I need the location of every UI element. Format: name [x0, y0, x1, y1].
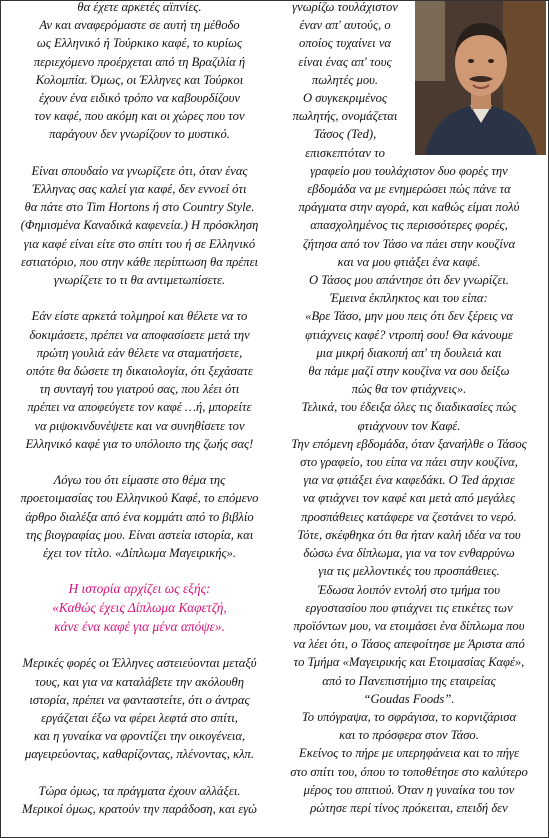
text-line: εστιατόριο, που στην κάθε περίπτωση θα πρέπει — [20, 254, 259, 269]
text-line: το Τμήμα «Μαγειρικής και Ετοιμασίας Καφέ», — [293, 655, 525, 670]
text-line: Η ιστορία αρχίζει ως εξής: — [68, 581, 211, 597]
text-line: είναι ένας απ' τους — [298, 54, 392, 69]
text-beside-photo — [275, 0, 415, 162]
text-line: Ο συγκεκριμένος — [302, 91, 388, 106]
text-line: πωλητής, ονομάζεται — [292, 109, 398, 124]
text-line: «Καθώς έχεις Δίπλωμα Καφετζή, — [52, 600, 227, 616]
text-line: έναν απ' αυτούς, ο — [299, 18, 391, 33]
text-line: Τάσος (Ted), — [313, 127, 377, 142]
text-line: Ο Τάσος μου απάντησε ότι δεν γνωρίζει. — [309, 273, 509, 288]
text-line: περιεχόμενο προέρχεται από τη Βραζιλία ή — [33, 54, 246, 69]
paragraph-gap — [8, 764, 271, 782]
text-line: πωλητές μου. — [311, 72, 379, 87]
text-line: στο γραφείο, του είπα να πάει στην κουζίνα, — [300, 455, 518, 470]
paragraph-gap — [8, 636, 271, 654]
text-line: για καφέ είναι είτε στο σπίτι του ή σε Ελληνικό — [23, 236, 256, 251]
text-line: οπότε θα δώσετε τη δικαιολογία, ότι ξεχάσατε — [26, 364, 253, 379]
text-line: άρθρο διαλέξα από ένα κομμάτι από το βιβλίο — [25, 509, 254, 524]
text-line: δοκιμάσετε, πρέπει να αποφασίσετε μετά την — [29, 327, 250, 342]
text-line: για να φτιάξει ένα καφεδάκι. Ο Ted άρχισε — [303, 473, 515, 488]
text-line: και η γυναίκα να φροντίζει την οικογένεια, — [33, 729, 246, 744]
text-line: φτιάχνεις καφέ? ντροπή σου! Θα κάνουμε — [305, 327, 513, 342]
text-line: από το Πανεπιστήμιο της εταιρείας — [322, 673, 496, 688]
body-paragraph — [8, 0, 271, 144]
text-line: μαγειρεύοντας, καθαρίζοντας, πλένοντας, κλπ. — [24, 747, 255, 762]
text-line: προσπάθειες κατάφερε να ζεστάνει το νερό. — [301, 509, 517, 524]
text-line: Έλληνας σας καλεί για καφέ, δεν εννοεί ότι — [32, 182, 247, 197]
text-line: εργάζεται έξω να φέρει λεφτά στο σπίτι, — [41, 711, 238, 726]
text-line: εβδομάδα να με ενημερώσει πώς πάνε τα — [307, 182, 511, 197]
text-line: για τις μελλοντικές του προσπάθειες. — [318, 564, 500, 579]
text-line: να φτιάχνει τον καφέ και μετά από μεγάλες — [302, 491, 516, 506]
text-line: της βιογραφίας μου. Είναι αστεία ιστορία, και — [25, 527, 254, 542]
text-line: ζήτησα από τον Τάσο να πάει στην κουζίνα — [302, 236, 516, 251]
text-line: πρέπει να αποφεύγετε τον καφέ …ή, μπορείτε — [27, 400, 252, 415]
text-line: πράγματα στην αγορά, και καθώς είμαι πολύ — [298, 200, 520, 215]
text-line: πρώτη γουλιά εάν θέλετε να σταματήσετε, — [36, 345, 243, 360]
left-column — [8, 0, 271, 818]
text-line: Ελληνικό καφέ για το υπόλοιπο της ζωής σας! — [25, 436, 254, 451]
right-column — [275, 0, 543, 817]
text-line: Τότε, σκέφθηκα ότι θα ήταν καλή ιδέα να του — [297, 527, 521, 542]
text-line: Είναι σπουδαίο να γνωρίζετε ότι, όταν ένας — [31, 163, 248, 178]
text-line: γνωρίζετε το τι θα αντιμετωπίσετε. — [53, 273, 226, 288]
text-line: γραφείο μου τουλάχιστον δυο φορές την — [310, 163, 508, 178]
paragraph-gap — [8, 144, 271, 162]
body-paragraph — [8, 782, 271, 818]
text-line: ιστορία, πρέπει να φανταστείτε, ότι ο άντρας — [29, 692, 250, 707]
text-line: στο σπίτι του, όπου το τοποθέτησε στο καλύτερο — [290, 764, 528, 779]
text-line: Έμεινα έκπληκτος και του είπα: — [330, 291, 488, 306]
text-line: εργοστασίου που φτιάχνει τις ετικέτες των — [305, 600, 513, 615]
text-line: θα πάμε μαζί στην κουζίνα να σου δείξω — [308, 364, 510, 379]
story-intro-highlight — [8, 580, 271, 636]
text-line: παράγουν δεν γνωρίζουν το μυστικό. — [49, 127, 230, 142]
paragraph-gap — [8, 289, 271, 307]
text-line: (Φημισμένα Καναδικά καφενεία.) Η πρόσκληση — [20, 218, 259, 233]
text-line: φτιάχνουν τον Καφέ. — [357, 418, 461, 433]
body-paragraph — [8, 162, 271, 289]
body-paragraph — [8, 307, 271, 453]
text-line: θα έχετε αρκετές αϊπνίες. — [77, 0, 202, 14]
text-line: Εκείνος το πήρε με υπερηφάνεια και το πήγε — [299, 746, 519, 761]
text-line: και το πρόσφερα στον Τάσο. — [339, 728, 479, 743]
paragraph-gap — [8, 453, 271, 471]
text-line: ως Ελληνικό ή Τούρκικο καφέ, το κυρίως — [36, 36, 243, 51]
text-line: έχει τον τίτλο. «Δίπλωμα Μαγειρικής». — [42, 546, 237, 561]
text-line: Τώρα όμως, τα πράγματα έχουν αλλάξει. — [38, 783, 241, 798]
text-line: «Βρε Τάσο, μην μου πεις ότι δεν ξέρεις να — [305, 309, 513, 324]
text-line: Μερικές φορές οι Έλληνες αστειεύονται μεταξύ — [22, 656, 257, 671]
text-line: προετοιμασίας του Ελληνικού Καφέ, το επόμενο — [20, 491, 259, 506]
text-line: Κολομπία. Όμως, οι Έλληνες και Τούρκοι — [35, 72, 244, 87]
text-line: πώς θα τον φτιάχνεις». — [351, 382, 467, 397]
text-line: Το υπόγραψα, το σφράγισα, το κορνιζάρισα — [301, 709, 517, 724]
text-line: κάνε ένα καφέ για μένα απόψε». — [54, 618, 225, 634]
body-paragraph — [8, 654, 271, 763]
text-line: ρώτησε περί τίνος πρόκειται, επειδή δεν — [310, 800, 508, 815]
paragraph-gap — [8, 562, 271, 580]
text-line: προϊόντων μου, να ετοιμάσει ένα δίπλωμα που — [293, 618, 525, 633]
text-line: έχουν ένα ειδικό τρόπο να καβουρδίζουν — [38, 91, 241, 106]
text-line: Την επόμενη εβδομάδα, όταν ξαναήλθε ο Τάσος — [291, 436, 527, 451]
text-line: Εάν είστε αρκετά τολμηροί και θέλετε να το — [31, 309, 248, 324]
text-line: Τελικά, του έδειξα όλες τις διαδικασίες πώς — [301, 400, 517, 415]
text-line: θα πάτε στο Tim Hortons ή στο Country Style. — [24, 200, 255, 215]
text-line: τον καφέ, που ακόμη και οι χώρες που τον — [34, 109, 245, 124]
text-line: Έδωσα λοιπόν εντολή στο τμήμα του — [318, 582, 500, 597]
text-line: και να μου φτιάξει ένα καφέ. — [337, 254, 481, 269]
text-line: να λέει ότι, ο Τάσος απεφοίτησε με Άριστα από — [293, 637, 525, 652]
body-paragraph — [275, 162, 543, 817]
text-line: δώσω ένα δίπλωμα, για να τον ενθαρρύνω — [303, 546, 515, 561]
text-line: Λόγω του ότι είμαστε στο θέμα της — [53, 473, 226, 488]
text-line: Αν και αναφερόμαστε σε αυτή τη μέθοδο — [39, 18, 240, 33]
text-line: γνωρίζω τουλάχιστον — [292, 0, 398, 14]
text-line: “Goudas Foods”. — [363, 691, 455, 706]
text-line: απασχολημένος τις περισσότερες φορές, — [310, 218, 508, 233]
text-line: οποίος τυχαίνει να — [298, 36, 392, 51]
text-line: τους, και για να καταλάβετε την ακόλουθη — [35, 674, 244, 689]
text-line: Μερικοί όμως, κρατούν την παράδοση, και εγώ — [22, 802, 257, 817]
text-line: μέρος του σπιτιού. Όταν η γυναίκα του τον — [303, 782, 515, 797]
text-line: επισκεπτόταν το — [305, 145, 385, 160]
text-line: τη συνταγή του γιατρού σας, που λέει ότι — [39, 382, 240, 397]
body-paragraph — [8, 471, 271, 562]
text-line: να ριψοκινδυνέψετε και να συνηθίσετε τον — [34, 418, 245, 433]
text-line: μια μικρή διακοπή απ' τη δουλειά και — [316, 345, 502, 360]
